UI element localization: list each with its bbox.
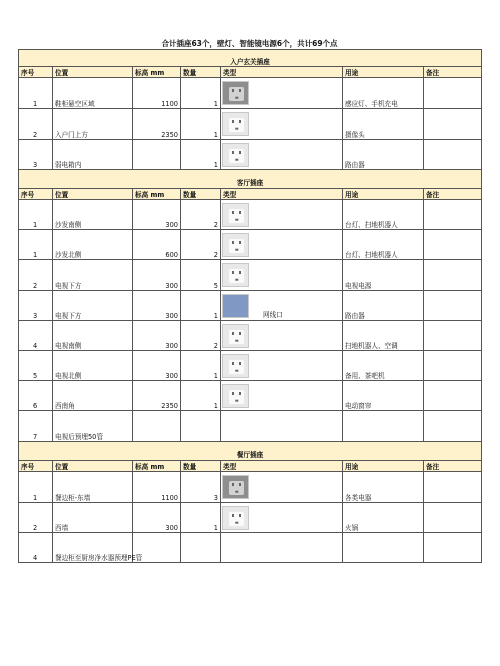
column-header: 类型 (221, 461, 343, 472)
type-cell (221, 351, 343, 381)
note-cell (424, 200, 482, 230)
qty-cell: 1 (181, 78, 221, 109)
seq-cell: 4 (19, 533, 53, 563)
column-header: 标高 mm (133, 67, 181, 78)
outlet-icon (222, 263, 249, 287)
qty-cell: 2 (181, 321, 221, 351)
column-header: 序号 (19, 461, 53, 472)
table-row (19, 381, 482, 411)
qty-cell: 1 (181, 381, 221, 411)
section-cell (19, 442, 482, 461)
network-port-icon (222, 294, 249, 318)
table-row (19, 321, 482, 351)
table-row (19, 109, 482, 140)
outlet-icon (222, 354, 249, 378)
seq-cell: 3 (19, 291, 53, 321)
type-cell (221, 321, 343, 351)
dark-outlet-icon (222, 81, 249, 105)
note-cell (424, 321, 482, 351)
use-cell: 台灯、扫地机器人 (343, 230, 424, 260)
column-header: 标高 mm (133, 189, 181, 200)
section-cell (19, 50, 482, 67)
height-cell: 2350 (133, 109, 181, 140)
column-header-row (19, 67, 482, 78)
seq-cell: 1 (19, 472, 53, 503)
table-row (19, 140, 482, 170)
table-row (19, 472, 482, 503)
type-cell (221, 109, 343, 140)
use-cell: 备用、茶吧机 (343, 351, 424, 381)
outlet-icon (222, 233, 249, 257)
note-cell (424, 140, 482, 170)
qty-cell: 1 (181, 109, 221, 140)
use-cell: 扫地机器人、空调 (343, 321, 424, 351)
seq-cell: 7 (19, 411, 53, 442)
use-cell: 摄像头 (343, 109, 424, 140)
sheet-title: 合计插座63个，壁灯、智能镜电源6个，共计69个点 (161, 39, 338, 48)
outlet-icon (222, 112, 249, 136)
section-row (19, 170, 482, 189)
use-cell (343, 533, 424, 563)
outlet-icon (222, 324, 249, 348)
qty-cell (181, 411, 221, 442)
height-cell (133, 411, 181, 442)
section-cell (19, 170, 482, 189)
height-cell: 2350 (133, 381, 181, 411)
height-cell: 300 (133, 503, 181, 533)
location-cell: 鞋柜悬空区域 (53, 78, 133, 109)
column-header-row (19, 189, 482, 200)
use-cell: 路由器 (343, 140, 424, 170)
outlet-icon (222, 203, 249, 227)
column-header: 用途 (343, 67, 424, 78)
column-header: 备注 (424, 461, 482, 472)
seq-cell: 1 (19, 78, 53, 109)
note-cell (424, 260, 482, 291)
table-row (19, 200, 482, 230)
column-header: 备注 (424, 67, 482, 78)
location-cell: 弱电箱内 (53, 140, 133, 170)
column-header-row (19, 461, 482, 472)
section-title: 客厅插座 (236, 179, 264, 187)
type-cell (221, 260, 343, 291)
outlet-icon (222, 506, 249, 530)
height-cell: 300 (133, 291, 181, 321)
seq-cell: 6 (19, 381, 53, 411)
height-cell: 1100 (133, 472, 181, 503)
seq-cell: 2 (19, 503, 53, 533)
qty-cell (181, 533, 221, 563)
type-cell (221, 503, 343, 533)
qty-cell: 5 (181, 260, 221, 291)
column-header: 序号 (19, 189, 53, 200)
table-row (19, 351, 482, 381)
outlet-icon (222, 384, 249, 408)
seq-cell: 5 (19, 351, 53, 381)
height-cell: 300 (133, 260, 181, 291)
note-cell (424, 230, 482, 260)
note-cell (424, 411, 482, 442)
location-cell: 沙发南侧 (53, 200, 133, 230)
use-cell: 电视电源 (343, 260, 424, 291)
use-cell: 路由器 (343, 291, 424, 321)
column-header: 类型 (221, 189, 343, 200)
column-header: 用途 (343, 189, 424, 200)
type-cell (221, 411, 343, 442)
type-cell (221, 291, 343, 321)
location-cell: 入户门上方 (53, 109, 133, 140)
qty-cell: 3 (181, 472, 221, 503)
type-cell (221, 200, 343, 230)
location-cell: 沙发北侧 (53, 230, 133, 260)
use-cell: 各类电器 (343, 472, 424, 503)
type-cell (221, 230, 343, 260)
table-row (19, 230, 482, 260)
section-row (19, 442, 482, 461)
qty-cell: 1 (181, 140, 221, 170)
note-cell (424, 533, 482, 563)
section-row (19, 50, 482, 67)
note-cell (424, 381, 482, 411)
type-label: 网线口 (263, 311, 283, 319)
location-cell: 西南角 (53, 381, 133, 411)
type-cell (221, 140, 343, 170)
table-row (19, 260, 482, 291)
location-cell: 餐边柜-东墙 (53, 472, 133, 503)
qty-cell: 1 (181, 503, 221, 533)
location-cell: 西墙 (53, 503, 133, 533)
dark-outlet-icon (222, 475, 249, 499)
section-title: 入户玄关插座 (230, 58, 270, 66)
seq-cell: 1 (19, 200, 53, 230)
qty-cell: 2 (181, 230, 221, 260)
column-header: 位置 (53, 461, 133, 472)
table-row (19, 411, 482, 442)
location-cell: 电视下方 (53, 291, 133, 321)
use-cell: 火锅 (343, 503, 424, 533)
height-cell: 1100 (133, 78, 181, 109)
table-row (19, 503, 482, 533)
table-row (19, 533, 482, 563)
note-cell (424, 109, 482, 140)
table-row (19, 78, 482, 109)
height-cell: 300 (133, 321, 181, 351)
use-cell: 感应灯、手机充电 (343, 78, 424, 109)
note-cell (424, 472, 482, 503)
outlet-icon (222, 143, 249, 167)
column-header: 数量 (181, 461, 221, 472)
location-cell: 电视北侧 (53, 351, 133, 381)
location-cell: 餐边柜至厨房净水器预埋PE管 (53, 533, 133, 563)
column-header: 数量 (181, 67, 221, 78)
column-header: 位置 (53, 67, 133, 78)
section-title: 餐厅插座 (236, 451, 264, 459)
table-row (19, 291, 482, 321)
note-cell (424, 503, 482, 533)
type-cell (221, 78, 343, 109)
type-cell (221, 381, 343, 411)
column-header: 位置 (53, 189, 133, 200)
column-header: 备注 (424, 189, 482, 200)
seq-cell: 1 (19, 230, 53, 260)
location-cell: 电视南侧 (53, 321, 133, 351)
use-cell: 电动窗帘 (343, 381, 424, 411)
seq-cell: 2 (19, 109, 53, 140)
height-cell: 300 (133, 351, 181, 381)
seq-cell: 4 (19, 321, 53, 351)
column-header: 用途 (343, 461, 424, 472)
height-cell: 300 (133, 200, 181, 230)
type-cell (221, 533, 343, 563)
use-cell (343, 411, 424, 442)
seq-cell: 2 (19, 260, 53, 291)
height-cell: 600 (133, 230, 181, 260)
column-header: 类型 (221, 67, 343, 78)
note-cell (424, 291, 482, 321)
type-cell (221, 472, 343, 503)
height-cell (133, 140, 181, 170)
qty-cell: 1 (181, 291, 221, 321)
use-cell: 台灯、扫地机器人 (343, 200, 424, 230)
note-cell (424, 351, 482, 381)
location-cell: 电视下方 (53, 260, 133, 291)
qty-cell: 2 (181, 200, 221, 230)
socket-table (18, 49, 482, 563)
seq-cell: 3 (19, 140, 53, 170)
column-header: 序号 (19, 67, 53, 78)
qty-cell: 1 (181, 351, 221, 381)
note-cell (424, 78, 482, 109)
column-header: 标高 mm (133, 461, 181, 472)
column-header: 数量 (181, 189, 221, 200)
location-cell: 电视后预埋50管 (53, 411, 133, 442)
